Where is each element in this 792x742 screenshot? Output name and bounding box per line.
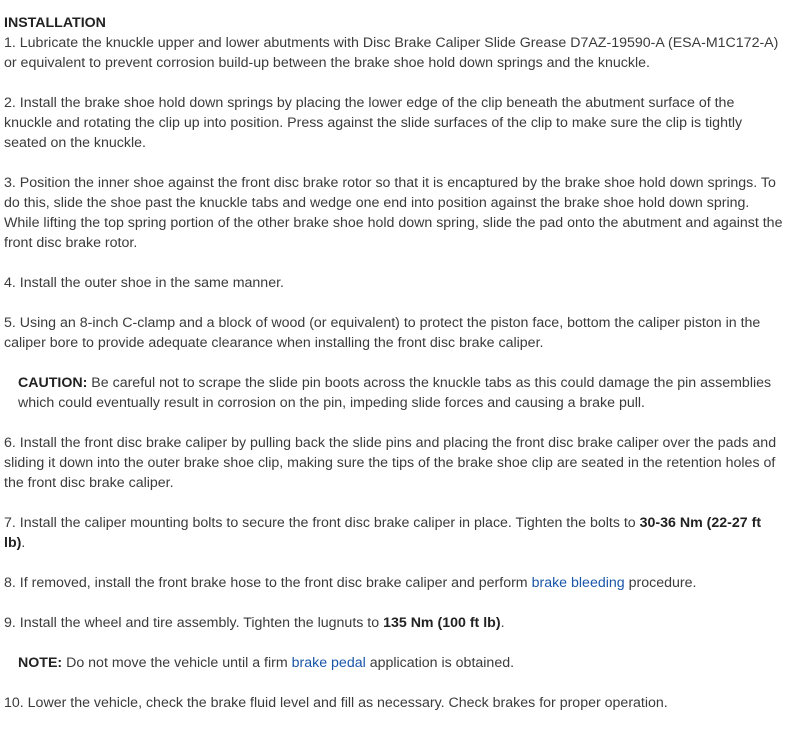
section-heading: INSTALLATION <box>4 15 106 31</box>
caution-label: CAUTION: <box>18 375 88 391</box>
note-label: NOTE: <box>18 655 63 671</box>
step-10: 10. Lower the vehicle, check the brake fluid level and fill as necessary. Check brakes for proper operation. <box>4 695 668 711</box>
brake-bleeding-link[interactable]: brake bleeding <box>531 575 625 591</box>
caution-block <box>4 373 784 413</box>
step-9-text: 9. Install the wheel and tire assembly. Tighten the lugnuts to <box>4 615 384 631</box>
step-9-end: . <box>500 615 505 631</box>
step-5: 5. Using an 8-inch C-clamp and a block of wood (or equivalent) to protect the piston face, bottom the caliper piston in the caliper bore to provide adequate clearance when installing the front disc brake caliper. <box>4 315 761 351</box>
step-1: 1. Lubricate the knuckle upper and lower abutments with Disc Brake Caliper Slide Grease D7AZ-19590-A (ESA-M1C172-A) or equivalent to prevent corrosion build-up between the brake shoe hold down springs and the knuckle. <box>4 35 779 71</box>
step-9 <box>4 613 784 633</box>
step-8-end: procedure. <box>624 575 697 591</box>
step-7-text: 7. Install the caliper mounting bolts to secure the front disc brake caliper in place. Tighten the bolts to <box>4 515 640 531</box>
step-8-text: 8. If removed, install the front brake hose to the front disc brake caliper and perform <box>4 575 532 591</box>
torque-spec-lugnuts: 135 Nm (100 ft lb) <box>383 615 501 631</box>
step-7-end: . <box>21 535 26 551</box>
brake-pedal-link[interactable]: brake pedal <box>291 655 366 671</box>
step-3: 3. Position the inner shoe against the front disc brake rotor so that it is encaptured by the brake shoe hold down springs. To do this, slide the shoe past the knuckle tabs and wedge one end into position against the brake shoe hold down spring. While lifting the top spring portion of the other brake shoe hold down spring, slide the pad onto the abutment and against the front disc brake rotor. <box>4 175 783 251</box>
torque-spec-bolts: 30-36 Nm (22-27 ft lb) <box>4 515 762 551</box>
caution-text: Be careful not to scrape the slide pin boots across the knuckle tabs as this could damage the pin assemblies which could eventually result in corrosion on the pin, impeding slide forces and causing a brake pull. <box>18 375 772 411</box>
step-4: 4. Install the outer shoe in the same manner. <box>4 275 284 291</box>
step-8 <box>4 573 784 593</box>
note-end: application is obtained. <box>365 655 515 671</box>
step-2: 2. Install the brake shoe hold down springs by placing the lower edge of the clip beneath the abutment surface of the knuckle and rotating the clip up into position. Press against the slide surfaces of the clip to make sure the clip is tightly seated on the knuckle. <box>4 95 743 151</box>
note-block <box>4 653 784 673</box>
step-6: 6. Install the front disc brake caliper by pulling back the slide pins and placing the front disc brake caliper over the pads and sliding it down into the outer brake shoe clip, making sure the tips of the brake shoe clip are seated in the retention holes of the front disc brake caliper. <box>4 435 777 491</box>
step-7 <box>4 513 784 553</box>
note-text: Do not move the vehicle until a firm <box>62 655 292 671</box>
